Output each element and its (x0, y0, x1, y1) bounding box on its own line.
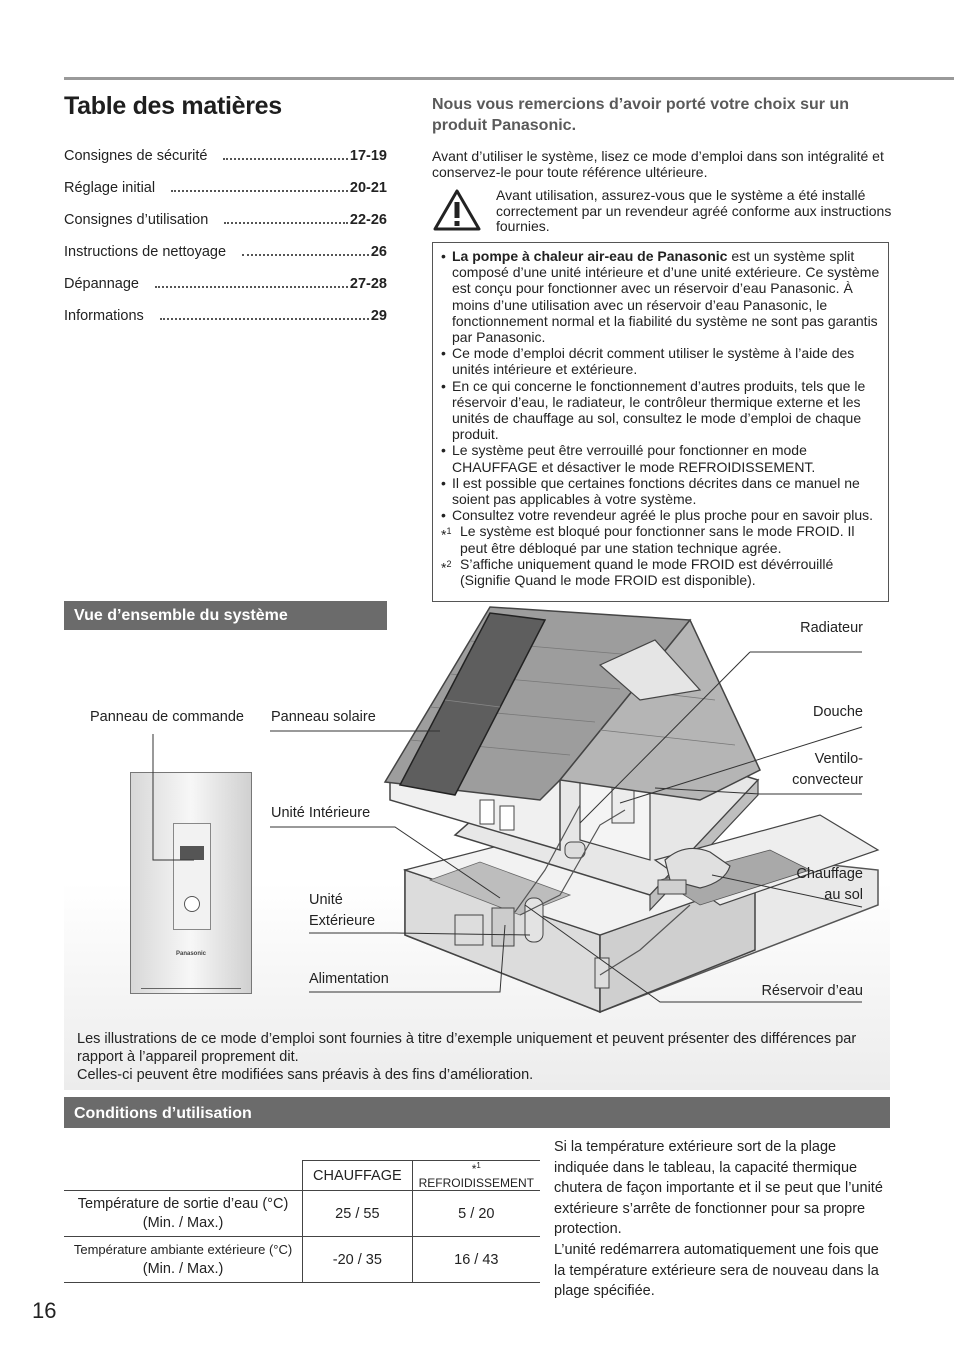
overview-heading: Vue d’ensemble du système (64, 601, 387, 630)
top-rule (64, 77, 954, 80)
label-solar-panel: Panneau solaire (271, 709, 376, 725)
brand-logo: Panasonic (175, 951, 206, 957)
label-fan-coil: Ventilo- convecteur (792, 751, 863, 788)
label-power: Alimentation (309, 971, 389, 987)
illustration-disclaimer: Les illustrations de ce mode d’emploi sont fournies à titre d’exemple uniquement et peuvent présenter des différences par rapport à l’appareil proprement dit. Celles-ci peuvent être modifiées sans préavis à des fins d’amélioration. (77, 1031, 857, 1083)
control-panel-leader (150, 734, 210, 864)
label-outdoor-unit: Unité Extérieure (309, 892, 376, 929)
toc-item[interactable]: Consignes d’utilisation 22-26 (64, 212, 387, 228)
note-item: • Consultez votre revendeur agréé le plus proche pour en savoir plus. (441, 507, 874, 524)
conditions-table (64, 1160, 540, 1283)
toc-item[interactable]: Consignes de sécurité 17-19 (64, 148, 387, 164)
intro-heading: Nous vous remercions d’avoir porté votre choix sur un produit Panasonic. (432, 96, 849, 134)
note-item: • Il est possible que certaines fonctions décrites dans ce manuel ne soient pas applicables à votre système. (441, 474, 860, 508)
label-shower: Douche (813, 704, 863, 720)
conditions-note: Si la température extérieure sort de la plage indiquée dans le tableau, la capacité thermique chutera de façon importante et il se peut que l’unité extérieure s’arrête de fonctionner pour sa propre protection. L’unité redémarrera automatiquement une fois que la température extérieure sera de nouveau dans la plage spécifiée. (554, 1139, 883, 1300)
warning-icon (432, 188, 482, 237)
toc-item[interactable]: Informations 29 (64, 308, 387, 324)
col-heating: CHAUFFAGE (303, 1161, 413, 1191)
table-row: Température ambiante extérieure (°C) (Min. / Max.) -20 / 35 16 / 43 (64, 1237, 540, 1283)
warning-text: Avant utilisation, assurez-vous que le système a été installé correctement par un revendeur agréé conforme aux instructions fournies. (496, 187, 892, 234)
conditions-heading: Conditions d’utilisation (64, 1097, 890, 1128)
note-item: • Ce mode d’emploi décrit comment utiliser le système à l’aide des unités intérieure et extérieure. (441, 345, 855, 378)
footnote-item: *$^2$ S’affiche uniquement quand le mode FROID est dévérrouillé (Signifie Quand le mode FROID est disponible). (441, 555, 834, 589)
toc-item[interactable]: Instructions de nettoyage 26 (64, 244, 387, 260)
label-floor-heating: Chauffage au sol (796, 866, 863, 903)
label-indoor-unit: Unité Intérieure (271, 805, 371, 821)
toc-item[interactable]: Réglage initial 20-21 (64, 180, 387, 196)
page-number: 16 (32, 1298, 57, 1323)
toc-item[interactable]: Dépannage 27-28 (64, 276, 387, 292)
table-row: Température de sortie d’eau (°C) (Min. / Max.) 25 / 55 5 / 20 (64, 1191, 540, 1237)
label-water-tank: Réservoir d’eau (761, 983, 863, 999)
pipe-connections (141, 988, 241, 995)
intro-paragraph: Avant d’utiliser le système, lisez ce mode d’emploi dans son intégralité et conservez-le pour toute référence ultérieure. (432, 148, 884, 180)
label-radiator: Radiateur (800, 620, 863, 636)
toc-title: Table des matières (64, 92, 282, 120)
table-of-contents (64, 146, 387, 338)
pressure-gauge-icon (184, 896, 200, 912)
col-cooling: *$^1$ REFROIDISSEMENT (412, 1161, 540, 1191)
footnote-item: *$^1$ Le système est bloqué pour fonctionner sans le mode FROID. Il peut être débloqué par une station technique agrée. (441, 523, 855, 556)
note-item: • En ce qui concerne le fonctionnement d’autres produits, tels que le réservoir d’eau, le radiateur, le contrôleur thermique externe et les unités de chauffage au sol, consultez le mode d’emploi de chaque produit. (441, 377, 866, 443)
notes-box (432, 242, 889, 602)
label-control-panel: Panneau de commande (90, 709, 244, 725)
note-item: • Le système peut être verrouillé pour fonctionner en mode CHAUFFAGE et désactiver le mode REFROIDISSEMENT. (441, 442, 816, 475)
note-item: • La pompe à chaleur air-eau de Panasonic est un système split composé d’une unité intérieure et d’une unité extérieure. Ce système est conçu pour fonctionner avec un réservoir d’eau Panasonic. À moins d’une utilisation avec un réservoir d’eau Panasonic, le fonctionnement normal et la fiabilité du système ne sont pas garantis par Panasonic. (441, 248, 880, 346)
